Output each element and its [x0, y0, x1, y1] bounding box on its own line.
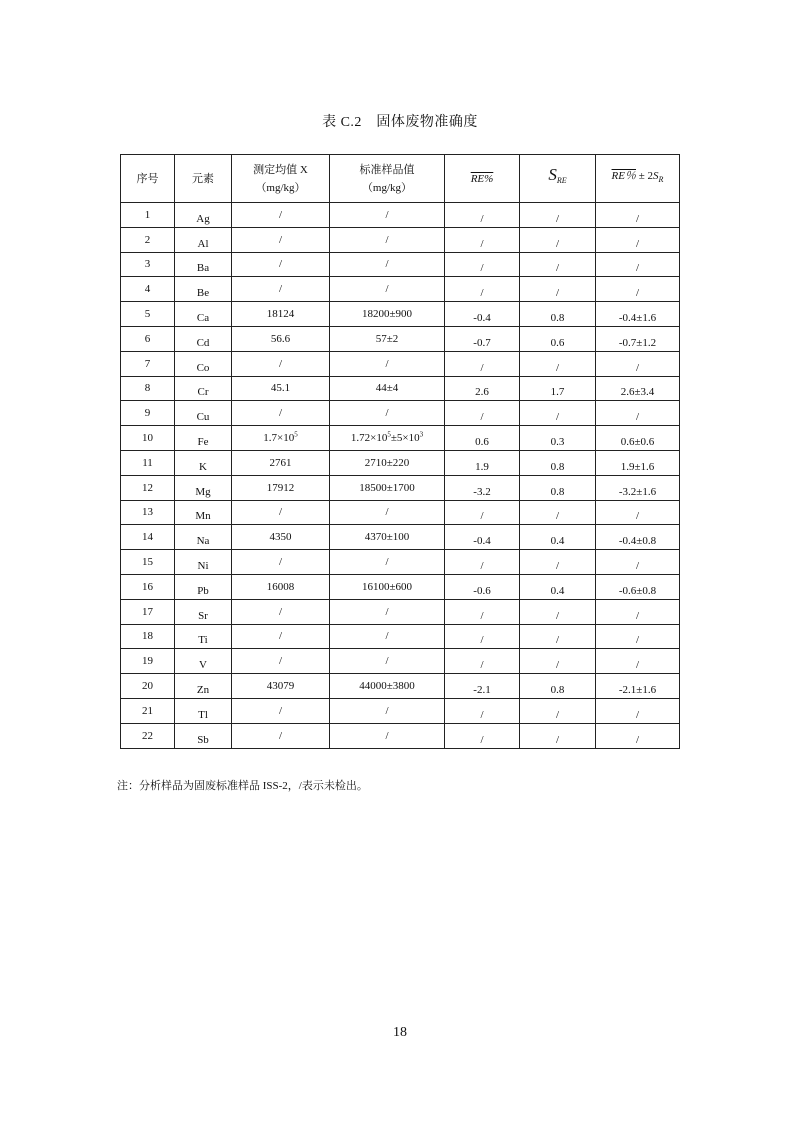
cell-no: 20	[121, 674, 175, 699]
cell-range: /	[596, 207, 680, 232]
cell-element: Ni	[175, 554, 232, 579]
cell-s-re: 0.6	[520, 330, 596, 355]
cell-range: /	[596, 355, 680, 380]
cell-re: /	[445, 504, 520, 529]
header-standard-line1: 标准样品值	[359, 163, 415, 176]
cell-element: Mg	[175, 479, 232, 504]
cell-standard	[330, 277, 445, 302]
cell-mean-value: /	[278, 283, 283, 296]
cell-mean	[232, 277, 330, 302]
cell-s-re: 0.8	[520, 454, 596, 479]
cell-element: Ti	[175, 628, 232, 653]
cell-re: -0.4	[445, 306, 520, 331]
cell-s-re: 0.8	[520, 306, 596, 331]
cell-standard-value: /	[385, 208, 389, 221]
cell-standard-value: /	[385, 655, 389, 668]
cell-range: /	[596, 281, 680, 306]
cell-standard	[330, 723, 445, 748]
cell-standard-value: 2710±220	[364, 456, 410, 469]
header-range-pm: ± 2	[636, 170, 654, 183]
cell-s-re: /	[520, 727, 596, 752]
cell-mean-value: /	[278, 407, 283, 420]
cell-range: /	[596, 702, 680, 727]
cell-element: Tl	[175, 702, 232, 727]
cell-s-re: /	[520, 628, 596, 653]
header-range-sub: R	[658, 175, 664, 185]
cell-s-re: /	[520, 653, 596, 678]
cell-standard-value: /	[385, 630, 389, 643]
cell-re: -0.6	[445, 578, 520, 603]
table-row	[121, 475, 680, 500]
cell-standard-uncertainty: ±5×10	[390, 432, 420, 445]
header-standard	[330, 155, 445, 203]
cell-no: 18	[121, 624, 175, 649]
cell-standard	[330, 252, 445, 277]
cell-re: 2.6	[445, 380, 520, 405]
cell-standard	[330, 649, 445, 674]
cell-no: 4	[121, 277, 175, 302]
cell-standard	[330, 450, 445, 475]
cell-standard	[330, 674, 445, 699]
cell-s-re: 0.3	[520, 430, 596, 455]
cell-mean	[232, 649, 330, 674]
table-row	[121, 450, 680, 475]
cell-range: -0.4±0.8	[596, 529, 680, 554]
table-row	[121, 550, 680, 575]
cell-element: Sb	[175, 727, 232, 752]
table-row	[121, 624, 680, 649]
cell-standard-value: 1.72×10	[350, 432, 388, 445]
table-row	[121, 376, 680, 401]
cell-mean-value: /	[278, 704, 283, 717]
cell-standard-value: /	[385, 258, 389, 271]
header-range-re: RE％	[611, 170, 636, 183]
cell-re: /	[445, 207, 520, 232]
cell-no: 12	[121, 475, 175, 500]
cell-mean-value: /	[278, 556, 283, 569]
cell-re: /	[445, 281, 520, 306]
cell-mean	[232, 351, 330, 376]
cell-mean-exponent: 5	[294, 430, 298, 439]
cell-range: -2.1±1.6	[596, 678, 680, 703]
cell-range: -0.4±1.6	[596, 306, 680, 331]
cell-standard-value: /	[385, 283, 389, 296]
header-re-text: RE%	[470, 172, 494, 185]
table-row	[121, 351, 680, 376]
cell-standard-value: /	[385, 605, 389, 618]
cell-standard	[330, 376, 445, 401]
header-re	[445, 155, 520, 203]
cell-standard	[330, 326, 445, 351]
cell-no: 1	[121, 203, 175, 228]
cell-range: 0.6±0.6	[596, 430, 680, 455]
cell-range: /	[596, 653, 680, 678]
cell-re: /	[445, 653, 520, 678]
cell-mean-value: 1.7×10	[263, 432, 295, 445]
cell-mean	[232, 475, 330, 500]
cell-mean-value: 56.6	[270, 332, 291, 345]
cell-mean-value: /	[278, 233, 283, 246]
cell-re: /	[445, 256, 520, 281]
cell-range: 1.9±1.6	[596, 454, 680, 479]
header-s-re	[520, 155, 596, 203]
cell-range: /	[596, 554, 680, 579]
header-s-re-sub: RE	[556, 176, 567, 186]
cell-range: 2.6±3.4	[596, 380, 680, 405]
cell-standard-uncertainty-exponent: 3	[419, 430, 424, 439]
cell-standard-value: /	[385, 233, 389, 246]
cell-element: Ba	[175, 256, 232, 281]
cell-no: 21	[121, 698, 175, 723]
cell-no: 15	[121, 550, 175, 575]
cell-mean	[232, 376, 330, 401]
cell-standard-value: 44±4	[375, 382, 399, 395]
header-mean	[232, 155, 330, 203]
cell-mean	[232, 574, 330, 599]
cell-mean-value: /	[278, 655, 283, 668]
cell-standard-value: 57±2	[375, 332, 399, 345]
table-row	[121, 302, 680, 327]
cell-mean	[232, 698, 330, 723]
cell-element: Ag	[175, 207, 232, 232]
cell-standard	[330, 574, 445, 599]
cell-re: /	[445, 231, 520, 256]
cell-standard-value: 16100±600	[361, 580, 413, 593]
cell-s-re: /	[520, 702, 596, 727]
cell-standard	[330, 698, 445, 723]
cell-element: Cd	[175, 330, 232, 355]
table-row	[121, 401, 680, 426]
cell-standard	[330, 525, 445, 550]
table-row	[121, 277, 680, 302]
header-element: 元素	[175, 155, 232, 203]
table-row	[121, 649, 680, 674]
cell-range: /	[596, 628, 680, 653]
cell-s-re: /	[520, 207, 596, 232]
cell-re: -0.4	[445, 529, 520, 554]
cell-no: 2	[121, 227, 175, 252]
cell-mean	[232, 550, 330, 575]
cell-mean	[232, 401, 330, 426]
cell-range: -0.6±0.8	[596, 578, 680, 603]
cell-element: K	[175, 454, 232, 479]
cell-standard-value: /	[385, 729, 389, 742]
cell-re: 0.6	[445, 430, 520, 455]
cell-re: /	[445, 355, 520, 380]
cell-element: Co	[175, 355, 232, 380]
cell-range: /	[596, 603, 680, 628]
cell-mean-value: /	[278, 630, 283, 643]
cell-standard	[330, 351, 445, 376]
accuracy-table	[120, 154, 680, 749]
header-range-s: S	[653, 170, 659, 183]
cell-standard-value: 18500±1700	[359, 481, 415, 494]
cell-re: /	[445, 628, 520, 653]
cell-s-re: /	[520, 281, 596, 306]
table-row	[121, 525, 680, 550]
cell-no: 7	[121, 351, 175, 376]
cell-standard-value: /	[385, 407, 389, 420]
cell-standard	[330, 426, 445, 451]
cell-mean	[232, 674, 330, 699]
cell-mean	[232, 302, 330, 327]
cell-re: /	[445, 554, 520, 579]
cell-element: Ca	[175, 306, 232, 331]
cell-mean	[232, 723, 330, 748]
cell-standard-value: /	[385, 357, 389, 370]
cell-re: -0.7	[445, 330, 520, 355]
header-range	[596, 155, 680, 203]
page-number: 18	[393, 1025, 407, 1040]
cell-standard-value: /	[385, 704, 389, 717]
cell-no: 11	[121, 450, 175, 475]
cell-no: 22	[121, 723, 175, 748]
cell-mean-value: 4350	[269, 531, 292, 544]
header-standard-line2: （mg/kg）	[361, 181, 413, 194]
cell-standard-value: /	[385, 556, 389, 569]
cell-standard	[330, 302, 445, 327]
cell-range: /	[596, 231, 680, 256]
cell-element: Cu	[175, 405, 232, 430]
cell-range: /	[596, 256, 680, 281]
cell-standard-exponent: 5	[387, 430, 391, 439]
table-row	[121, 599, 680, 624]
cell-element: Sr	[175, 603, 232, 628]
cell-no: 8	[121, 376, 175, 401]
cell-s-re: /	[520, 231, 596, 256]
cell-mean	[232, 326, 330, 351]
cell-mean	[232, 227, 330, 252]
cell-s-re: 0.4	[520, 578, 596, 603]
cell-mean-value: 45.1	[270, 382, 291, 395]
table-row	[121, 500, 680, 525]
cell-s-re: /	[520, 504, 596, 529]
table-row	[121, 203, 680, 228]
cell-mean-value: 43079	[266, 680, 295, 693]
cell-mean-value: /	[278, 208, 283, 221]
cell-mean-value: /	[278, 729, 283, 742]
header-mean-line2: （mg/kg）	[255, 181, 306, 194]
cell-no: 9	[121, 401, 175, 426]
cell-re: 1.9	[445, 454, 520, 479]
cell-s-re: /	[520, 405, 596, 430]
cell-re: /	[445, 727, 520, 752]
cell-standard	[330, 475, 445, 500]
cell-mean	[232, 450, 330, 475]
cell-standard-value: /	[385, 506, 389, 519]
header-no: 序号	[121, 155, 175, 203]
cell-re: /	[445, 603, 520, 628]
table-row	[121, 326, 680, 351]
cell-standard-value: 44000±3800	[359, 680, 415, 693]
cell-mean-value: 16008	[266, 580, 295, 593]
cell-element: Zn	[175, 678, 232, 703]
cell-range: /	[596, 504, 680, 529]
cell-s-re: /	[520, 355, 596, 380]
table-row	[121, 252, 680, 277]
cell-no: 17	[121, 599, 175, 624]
cell-standard	[330, 401, 445, 426]
cell-no: 5	[121, 302, 175, 327]
cell-re: /	[445, 405, 520, 430]
table-row	[121, 698, 680, 723]
cell-mean-value: /	[278, 357, 283, 370]
cell-no: 6	[121, 326, 175, 351]
cell-s-re: 1.7	[520, 380, 596, 405]
cell-no: 19	[121, 649, 175, 674]
cell-mean	[232, 203, 330, 228]
cell-element: Al	[175, 231, 232, 256]
cell-mean-value: /	[278, 605, 283, 618]
header-mean-line1: 测定均值 X	[253, 163, 308, 176]
cell-no: 13	[121, 500, 175, 525]
cell-element: V	[175, 653, 232, 678]
table-title: 表 C.2 固体废物准确度	[322, 115, 478, 130]
table-header-row	[121, 155, 680, 203]
cell-mean-value: 2761	[269, 456, 292, 469]
cell-re: /	[445, 702, 520, 727]
cell-mean	[232, 500, 330, 525]
cell-s-re: /	[520, 603, 596, 628]
cell-standard	[330, 599, 445, 624]
cell-mean	[232, 252, 330, 277]
cell-re: -3.2	[445, 479, 520, 504]
cell-standard	[330, 550, 445, 575]
cell-standard	[330, 203, 445, 228]
cell-s-re: 0.4	[520, 529, 596, 554]
cell-no: 3	[121, 252, 175, 277]
cell-mean-value: /	[278, 506, 283, 519]
cell-element: Fe	[175, 430, 232, 455]
cell-s-re: 0.8	[520, 678, 596, 703]
header-s-re-main: S	[548, 165, 557, 185]
cell-range: /	[596, 727, 680, 752]
cell-element: Na	[175, 529, 232, 554]
cell-range: /	[596, 405, 680, 430]
cell-no: 14	[121, 525, 175, 550]
cell-standard	[330, 227, 445, 252]
cell-mean-value: 17912	[266, 481, 295, 494]
cell-standard	[330, 500, 445, 525]
table-row	[121, 426, 680, 451]
cell-mean	[232, 599, 330, 624]
cell-s-re: /	[520, 256, 596, 281]
cell-no: 10	[121, 426, 175, 451]
cell-standard-value: 18200±900	[361, 308, 413, 321]
cell-mean-value: /	[278, 258, 283, 271]
table-row	[121, 574, 680, 599]
cell-s-re: 0.8	[520, 479, 596, 504]
cell-no: 16	[121, 574, 175, 599]
cell-element: Cr	[175, 380, 232, 405]
cell-mean	[232, 525, 330, 550]
cell-element: Mn	[175, 504, 232, 529]
cell-range: -0.7±1.2	[596, 330, 680, 355]
table-note: 注：分析样品为固废标准样品 ISS-2，/表示未检出。	[117, 780, 368, 792]
cell-element: Pb	[175, 578, 232, 603]
cell-re: -2.1	[445, 678, 520, 703]
table-row	[121, 227, 680, 252]
cell-mean	[232, 624, 330, 649]
cell-range: -3.2±1.6	[596, 479, 680, 504]
table-row	[121, 674, 680, 699]
table-row	[121, 723, 680, 748]
cell-standard	[330, 624, 445, 649]
cell-s-re: /	[520, 554, 596, 579]
cell-mean	[232, 426, 330, 451]
cell-element: Be	[175, 281, 232, 306]
cell-standard-value: 4370±100	[364, 531, 410, 544]
cell-mean-value: 18124	[266, 308, 295, 321]
